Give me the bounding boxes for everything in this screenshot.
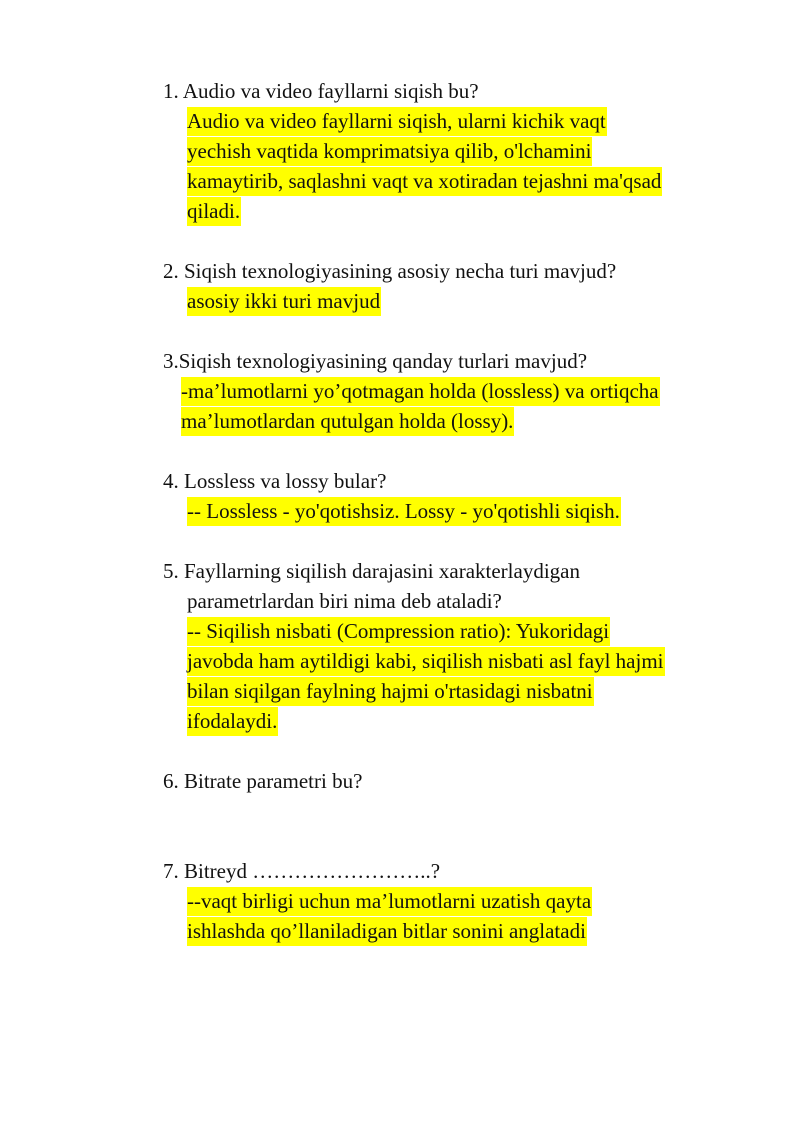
answer-highlight: javobda ham aytildigi kabi, siqilish nisbati asl fayl hajmi [187,647,665,676]
answer-highlight: yechish vaqtida komprimatsiya qilib, o'lchamini [187,137,592,166]
question-6: 6. Bitrate parametri bu? [163,769,363,793]
answer-1-line-4 [187,196,241,226]
answer-5-line-2 [187,646,665,676]
answer-1-line-1 [187,106,607,136]
answer-highlight: -- Siqilish nisbati (Compression ratio): Yukoridagi [187,617,610,646]
answer-3-line-2 [181,406,514,436]
answer-highlight: ishlashda qo’llaniladigan bitlar sonini anglatadi [187,917,587,946]
answer-5-line-3 [187,676,594,706]
answer-highlight: kamaytirib, saqlashni vaqt va xotiradan tejashni ma'qsad [187,167,662,196]
answer-highlight: ifodalaydi. [187,707,278,736]
answer-7-line-1 [187,886,592,916]
question-7: 7. Bitreyd ……………………..? [163,859,441,883]
question-4: 4. Lossless va lossy bular? [163,469,387,493]
question-5-line-2: parametrlardan biri nima deb ataladi? [187,589,502,613]
answer-5-line-1 [187,616,610,646]
answer-7-line-2 [187,916,587,946]
answer-2-line-1 [187,286,381,316]
answer-1-line-3 [187,166,662,196]
answer-highlight: bilan siqilgan faylning hajmi o'rtasidagi nisbatni [187,677,594,706]
answer-highlight: Audio va video fayllarni siqish, ularni kichik vaqt [187,107,607,136]
answer-3-line-1 [181,376,660,406]
answer-highlight: --vaqt birligi uchun ma’lumotlarni uzatish qayta [187,887,592,916]
question-2: 2. Siqish texnologiyasining asosiy necha turi mavjud? [163,259,617,283]
answer-5-line-4 [187,706,278,736]
answer-highlight: -ma’lumotlarni yo’qotmagan holda (lossless) va ortiqcha [181,377,660,406]
answer-highlight: -- Lossless - yo'qotishsiz. Lossy - yo'qotishli siqish. [187,497,621,526]
question-1: 1. Audio va video fayllarni siqish bu? [163,79,479,103]
answer-highlight: ma’lumotlardan qutulgan holda (lossy). [181,407,514,436]
answer-highlight: asosiy ikki turi mavjud [187,287,381,316]
question-3: 3.Siqish texnologiyasining qanday turlari mavjud? [163,349,588,373]
question-5-line-1: 5. Fayllarning siqilish darajasini xarakterlaydigan [163,559,580,583]
answer-highlight: qiladi. [187,197,241,226]
answer-1-line-2 [187,136,592,166]
answer-4-line-1 [187,496,621,526]
